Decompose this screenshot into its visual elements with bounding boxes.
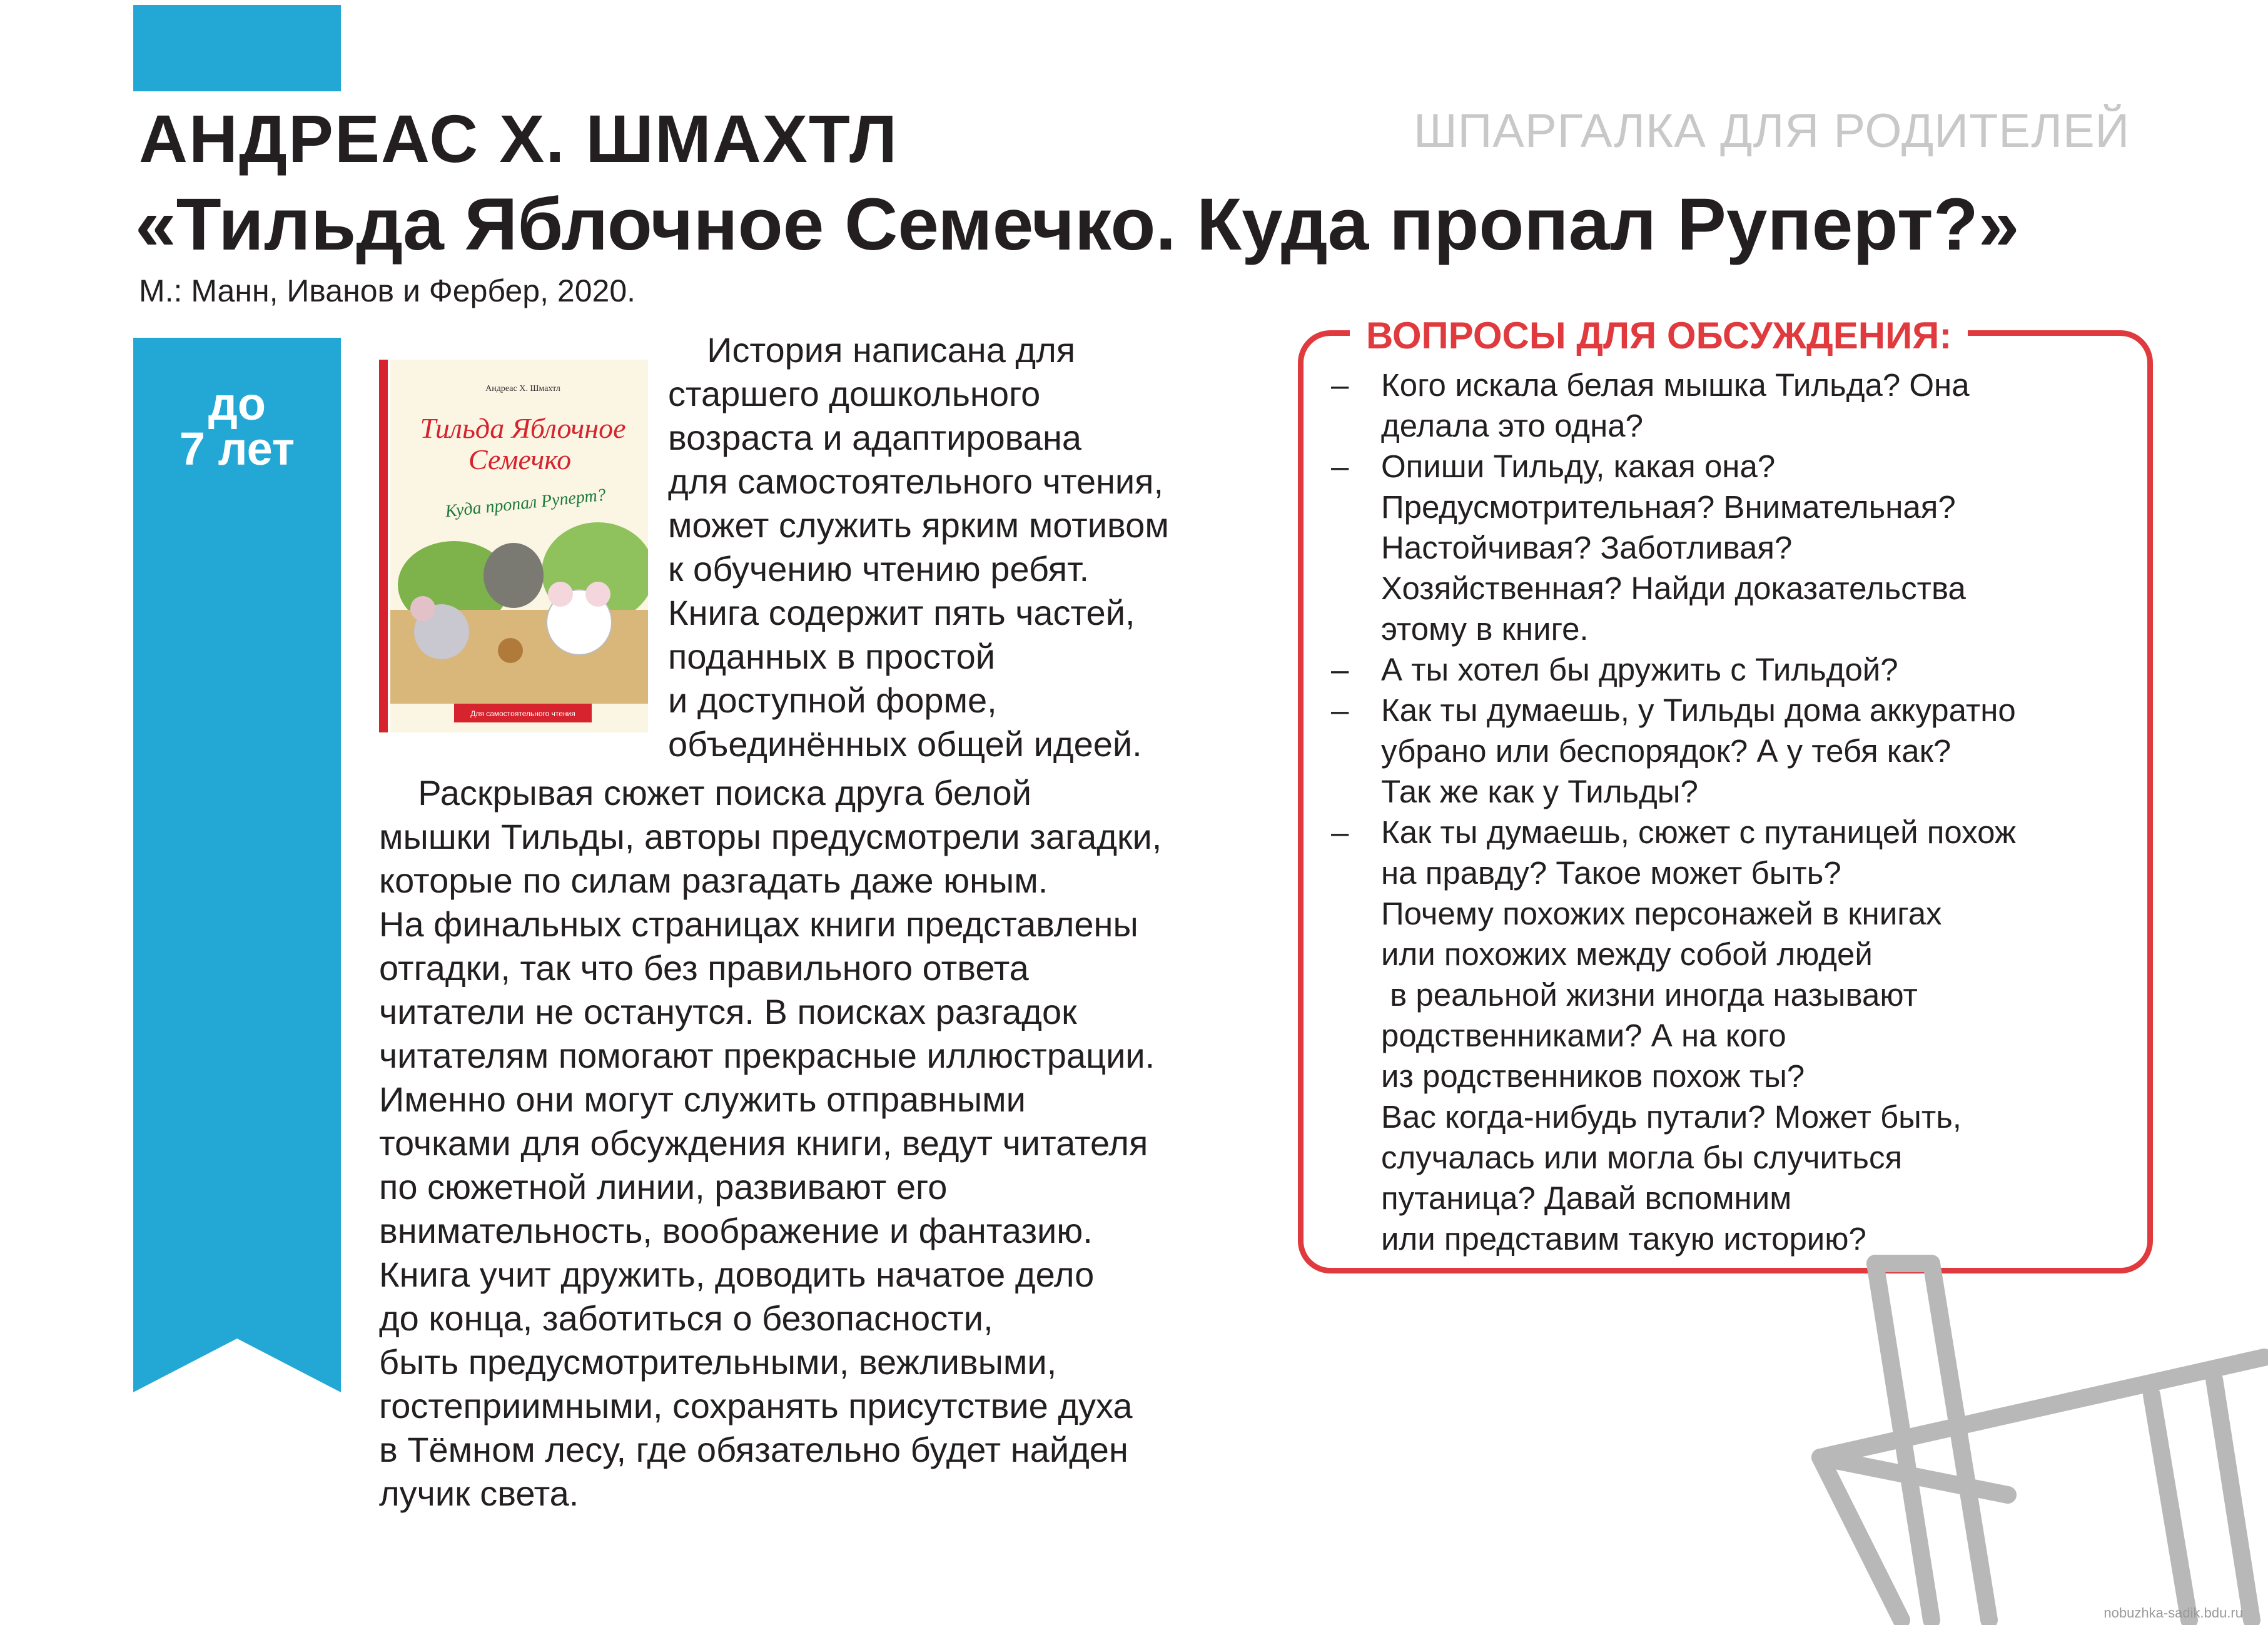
- question-item: [1320, 446, 2016, 649]
- question-text: делала это одна?: [1381, 408, 1643, 443]
- chair-illustration: [1801, 1245, 2268, 1625]
- question-text: Почему похожих персонажей в книгах: [1381, 896, 1942, 931]
- question-text: Кого искала белая мышка Тильда? Она: [1381, 367, 1970, 403]
- question-text: случалась или могла бы случиться: [1381, 1140, 1903, 1175]
- question-text: или похожих между собой людей: [1381, 936, 1873, 972]
- text-line: к обучению чтению ребят.: [668, 549, 1090, 589]
- book-title: «Тильда Яблочное Семечко. Куда пропал Руперт?»: [135, 183, 2020, 266]
- question-text: Как ты думаешь, у Тильды дома аккуратно: [1381, 692, 2016, 728]
- question-text: Предусмотрительная? Внимательная?: [1381, 489, 1956, 525]
- book-cover-image: [379, 360, 648, 732]
- text-line: Именно они могут служить отправными: [379, 1080, 1026, 1119]
- top-accent-tab: [133, 5, 341, 91]
- watermark: nobuzhka-sadik.bdu.ru: [2103, 1605, 2243, 1621]
- text-line: поданных в простой: [668, 637, 996, 676]
- question-text: из родственников похож ты?: [1381, 1058, 1805, 1094]
- text-line: отгадки, так что без правильного ответа: [379, 948, 1029, 988]
- text-line: читателям помогают прекрасные иллюстрации.: [379, 1036, 1155, 1075]
- text-line: Раскрывая сюжет поиска друга белой: [379, 773, 1031, 812]
- question-item: [1320, 690, 2016, 812]
- question-text: Опиши Тильду, какая она?: [1381, 448, 1776, 484]
- text-line: На финальных страницах книги представлены: [379, 904, 1138, 944]
- text-line: лучик света.: [379, 1474, 579, 1513]
- text-line: читатели не останутся. В поисках разгадок: [379, 992, 1077, 1031]
- question-text: Так же как у Тильды?: [1381, 774, 1698, 809]
- text-line: гостеприимными, сохранять присутствие духа: [379, 1386, 1133, 1425]
- cover-title-line2: Семечко: [468, 443, 572, 475]
- question-text: или представим такую историю?: [1381, 1221, 1866, 1257]
- age-value: 7 лет: [179, 423, 295, 475]
- question-text: Как ты думаешь, сюжет с путаницей похож: [1381, 814, 2017, 850]
- list-dash: –: [1331, 448, 1349, 484]
- text-line: объединённых общей идеей.: [668, 724, 1142, 764]
- text-line: История написана для: [668, 330, 1076, 370]
- list-dash: –: [1331, 367, 1349, 403]
- text-line: Книга содержит пять частей,: [668, 593, 1135, 632]
- cover-subtitle: Куда пропал Руперт?: [444, 485, 607, 522]
- cover-badge: Для самостоятельного чтения: [470, 709, 575, 718]
- text-line: Книга учит дружить, доводить начатое дело: [379, 1255, 1095, 1294]
- list-dash: –: [1331, 814, 1349, 850]
- question-text: Хозяйственная? Найди доказательства: [1381, 570, 1966, 606]
- description-paragraph: [379, 771, 1162, 1516]
- question-text: путаница? Давай вспомним: [1381, 1180, 1792, 1216]
- questions-heading: ВОПРОСЫ ДЛЯ ОБСУЖДЕНИЯ:: [1350, 314, 1968, 358]
- text-line: в Тёмном лесу, где обязательно будет найден: [379, 1430, 1128, 1469]
- intro-paragraph: [668, 328, 1169, 766]
- cover-title-line1: Тильда Яблочное: [420, 412, 626, 444]
- text-line: быть предусмотрительными, вежливыми,: [379, 1342, 1057, 1382]
- publication-imprint: М.: Манн, Иванов и Фербер, 2020.: [139, 273, 636, 308]
- question-item: [1320, 649, 2016, 690]
- text-line: которые по силам разгадать даже юным.: [379, 861, 1048, 900]
- question-text: на правду? Такое может быть?: [1381, 855, 1841, 891]
- text-line: может служить ярким мотивом: [668, 505, 1169, 545]
- text-line: возраста и адаптирована: [668, 418, 1082, 457]
- age-prefix: до: [208, 378, 266, 430]
- cover-author: Андреас Х. Шмахтл: [485, 384, 560, 393]
- text-line: и доступной форме,: [668, 681, 997, 720]
- author-name: АНДРЕАС Х. ШМАХТЛ: [139, 101, 898, 176]
- question-text: А ты хотел бы дружить с Тильдой?: [1381, 652, 1898, 687]
- question-text: Настойчивая? Заботливая?: [1381, 530, 1793, 565]
- question-text: убрано или беспорядок? А у тебя как?: [1381, 733, 1952, 769]
- question-item: [1320, 812, 2016, 1259]
- section-kicker: ШПАРГАЛКА ДЛЯ РОДИТЕЛЕЙ: [1414, 104, 2130, 158]
- list-dash: –: [1331, 692, 1349, 728]
- question-item: [1320, 365, 2016, 446]
- text-line: до конца, заботиться о безопасности,: [379, 1298, 993, 1338]
- list-dash: –: [1331, 652, 1349, 687]
- text-line: для самостоятельного чтения,: [668, 462, 1164, 501]
- questions-list: [1320, 365, 2016, 1259]
- text-line: внимательность, воображение и фантазию.: [379, 1211, 1093, 1250]
- question-text: этому в книге.: [1381, 611, 1589, 647]
- text-line: мышки Тильды, авторы предусмотрели загадки,: [379, 817, 1162, 856]
- question-text: в реальной жизни иногда называют: [1381, 977, 1918, 1013]
- age-badge: [133, 378, 341, 475]
- text-line: точками для обсуждения книги, ведут читателя: [379, 1123, 1148, 1163]
- text-line: по сюжетной линии, развивают его: [379, 1167, 948, 1207]
- age-ribbon: [133, 338, 341, 1392]
- text-line: старшего дошкольного: [668, 374, 1041, 413]
- question-text: Вас когда-нибудь путали? Может быть,: [1381, 1099, 1962, 1135]
- question-text: родственниками? А на кого: [1381, 1018, 1786, 1053]
